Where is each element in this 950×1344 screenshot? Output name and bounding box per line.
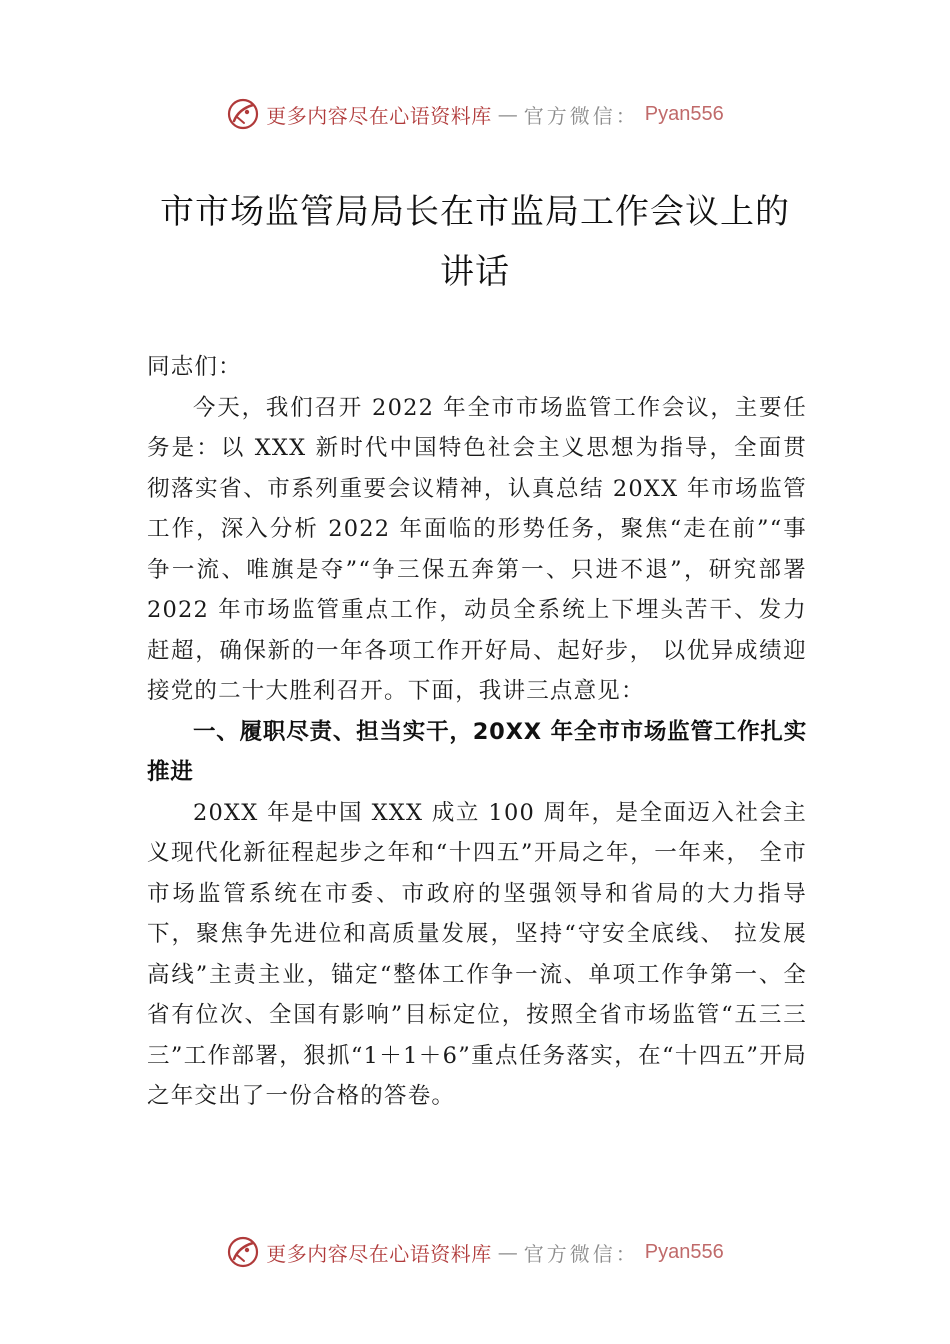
brush-logo-icon	[226, 97, 260, 131]
banner-wechat-id: Pyan556	[644, 102, 724, 125]
banner-wechat-id: Pyan556	[644, 1240, 724, 1263]
brush-logo-icon	[226, 1235, 260, 1269]
section-heading-1: 一、履职尽责、担当实干，20XX 年全市市场监管工作扎实推进	[147, 718, 807, 785]
banner-text: 更多内容尽在心语资料库	[266, 1241, 492, 1266]
header-watermark-banner	[0, 94, 950, 134]
banner-separator: —	[497, 102, 518, 126]
salutation: 同志们：	[147, 354, 242, 380]
banner-wechat-label: 官方微信：	[523, 103, 639, 128]
banner-wechat-label: 官方微信：	[523, 1241, 639, 1266]
footer-watermark-banner	[0, 1232, 950, 1272]
title-line-2: 讲话	[440, 252, 510, 292]
title-line-1: 市市场监管局局长在市监局工作会议上的	[160, 192, 790, 232]
paragraph-section-1: 20XX 年是中国 XXX 成立 100 周年，是全面迈入社会主义现代化新征程起步之年和“十四五”开局之年，一年来， 全市市场监管系统在市委、市政府的坚强领导和省局的大力指导下，聚焦争先进位和高质量发展，坚持“守安全底线、 拉发展高线”主责主业，锚定“整体工作争一流、单项工作争第一、全省有位次、全国有影响”目标定位，按照全省市场监管“五三三三”工作部署，狠抓“1＋1＋6”重点任务落实，在“十四五”开局之年交出了一份合格的答卷。	[147, 799, 807, 1109]
paragraph-intro: 今天，我们召开 2022 年全市市场监管工作会议，主要任务是：以 XXX 新时代中国特色社会主义思想为指导，全面贯彻落实省、市系列重要会议精神，认真总结 20XX 年市场监管工作，深入分析 2022 年面临的形势任务，聚焦“走在前”“事争一流、唯旗是夺”“争三保五奔第一、只进不退”，研究部署 2022 年市场监管重点工作，动员全系统上下埋头苦干、发力赶超，确保新的一年各项工作开好局、起好步， 以优异成绩迎接党的二十大胜利召开。下面，我讲三点意见：	[147, 394, 807, 704]
document-title	[140, 182, 810, 302]
banner-text: 更多内容尽在心语资料库	[266, 103, 492, 128]
banner-separator: —	[497, 1240, 518, 1264]
document-body	[147, 347, 807, 1117]
